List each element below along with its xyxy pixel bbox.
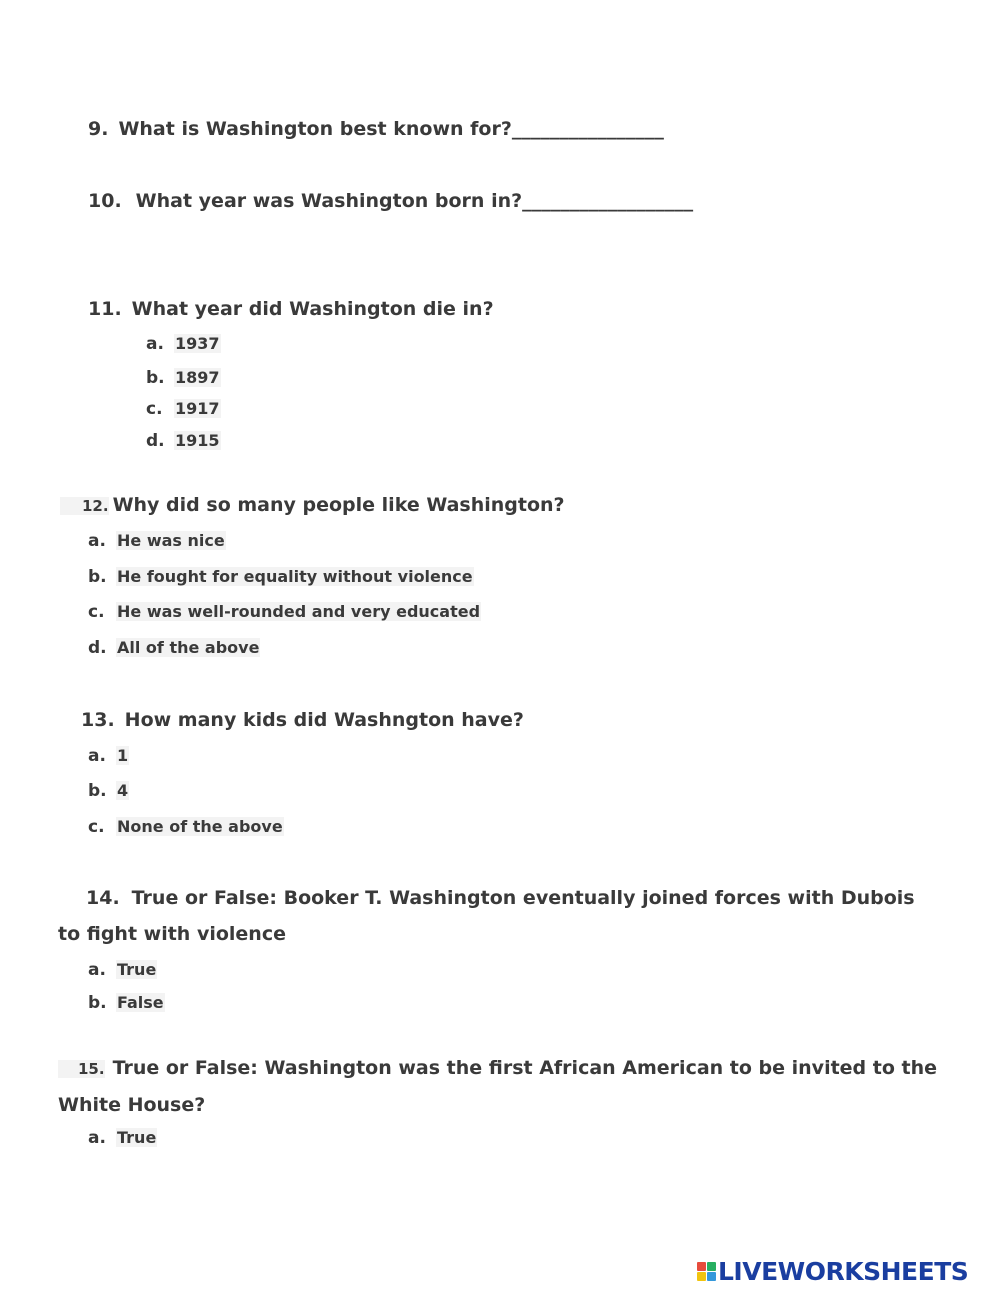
option-letter: b. [88, 781, 107, 801]
question-text: True or False: Booker T. Washington eventually joined forces with Dubois to fight with violence [58, 887, 915, 945]
option-text: He was nice [117, 531, 225, 550]
option-text: None of the above [117, 817, 283, 836]
option-text: All of the above [117, 638, 260, 657]
option-b[interactable] [146, 367, 221, 389]
option-letter: a. [88, 531, 106, 551]
option-letter: d. [88, 638, 107, 658]
option-text: 1917 [175, 399, 220, 418]
question-text: What is Washington best known for? [118, 118, 512, 140]
option-c[interactable] [88, 601, 481, 623]
question-text: What year was Washington born in? [135, 190, 523, 212]
option-letter: c. [88, 817, 105, 837]
option-text: He was well-rounded and very educated [117, 602, 481, 621]
option-text: He fought for equality without violence [117, 567, 473, 586]
liveworksheets-logo-icon [697, 1262, 716, 1281]
option-letter: a. [88, 746, 106, 766]
option-letter: b. [146, 368, 165, 388]
question-number: 12. [60, 497, 109, 515]
option-letter: b. [88, 993, 107, 1013]
logo-square [697, 1272, 706, 1281]
question-10 [88, 189, 693, 213]
option-letter: a. [88, 1128, 106, 1148]
option-d[interactable] [146, 430, 221, 452]
option-b[interactable] [88, 992, 165, 1014]
option-d[interactable] [88, 637, 260, 659]
question-number: 9. [88, 118, 109, 140]
answer-blank[interactable]: __________________ [522, 190, 694, 212]
option-b[interactable] [88, 780, 129, 802]
option-text: True [117, 1128, 157, 1147]
answer-blank[interactable]: ________________ [511, 118, 664, 140]
question-number: 13. [81, 709, 115, 731]
option-text: 1 [117, 746, 129, 765]
logo-square [707, 1272, 716, 1281]
option-a[interactable] [88, 530, 226, 552]
option-letter: a. [146, 334, 164, 354]
question-text: Why did so many people like Washington? [112, 494, 565, 516]
liveworksheets-logo [697, 1256, 968, 1286]
option-a[interactable] [88, 1127, 157, 1149]
option-letter: d. [146, 431, 165, 451]
question-number: 11. [88, 298, 122, 320]
option-a[interactable] [88, 745, 129, 767]
option-text: False [117, 993, 164, 1012]
logo-square [697, 1262, 706, 1271]
option-letter: c. [88, 602, 105, 622]
option-text: 1915 [175, 431, 220, 450]
logo-text: LIVEWORKSHEETS [718, 1256, 969, 1286]
option-c[interactable] [88, 816, 284, 838]
question-text: How many kids did Washngton have? [124, 709, 524, 731]
option-b[interactable] [88, 566, 474, 588]
option-text: 1897 [175, 368, 220, 387]
option-text: 4 [117, 781, 129, 800]
option-letter: c. [146, 399, 163, 419]
logo-square [707, 1262, 716, 1271]
question-15 [58, 1050, 938, 1123]
question-number: 14. [86, 887, 120, 909]
question-13 [81, 708, 524, 732]
question-9 [88, 117, 664, 141]
option-text: 1937 [175, 334, 220, 353]
question-number: 10. [88, 190, 122, 212]
question-number: 15. [58, 1060, 105, 1078]
option-c[interactable] [146, 398, 221, 420]
question-11 [88, 297, 494, 321]
option-letter: a. [88, 960, 106, 980]
option-a[interactable] [146, 333, 221, 355]
question-text: What year did Washington die in? [131, 298, 494, 320]
option-letter: b. [88, 567, 107, 587]
option-text: True [117, 960, 157, 979]
question-text: True or False: Washington was the first African American to be invited to the White House? [58, 1057, 938, 1116]
question-14 [58, 880, 938, 952]
question-12 [60, 493, 565, 518]
option-a[interactable] [88, 959, 157, 981]
